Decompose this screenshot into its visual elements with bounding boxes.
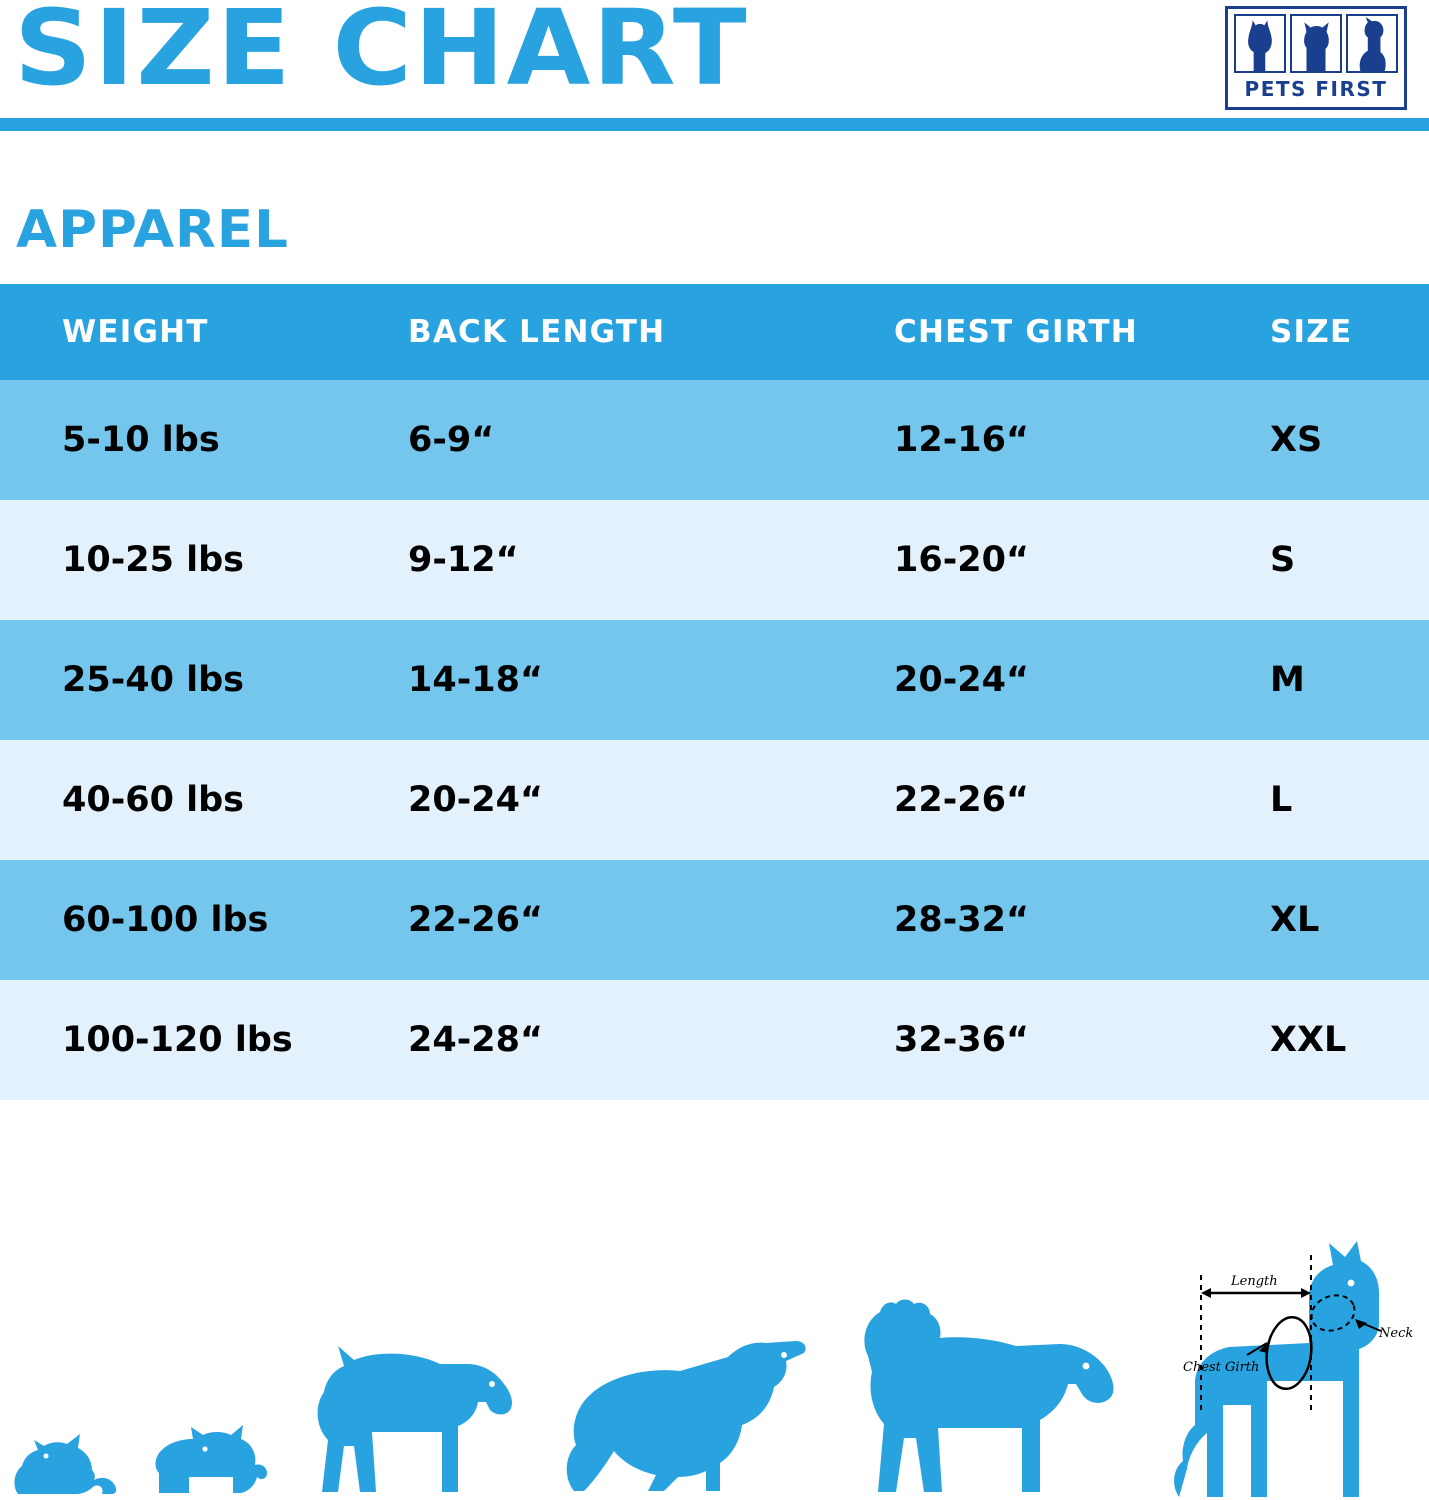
cell-back-length: 6-9“: [408, 420, 495, 460]
logo-dog-icon-2: [1290, 14, 1342, 73]
cell-back-length: 9-12“: [408, 540, 519, 580]
section-label-apparel: APPAREL: [16, 200, 289, 260]
dog-silhouette-xl-icon: [830, 1296, 1120, 1496]
table-header-row: [0, 284, 1429, 380]
table-row: [0, 500, 1429, 620]
cell-size: XXL: [1270, 1020, 1347, 1060]
cell-chest-girth: 16-20“: [894, 540, 1029, 580]
measurement-diagram: [1161, 1235, 1421, 1500]
logo-text: PETS FIRST: [1244, 77, 1388, 101]
cell-size: M: [1270, 660, 1305, 700]
cell-back-length: 20-24“: [408, 780, 543, 820]
cell-weight: 40-60 lbs: [62, 780, 245, 820]
cell-back-length: 22-26“: [408, 900, 543, 940]
table-row: [0, 380, 1429, 500]
dog-silhouette-m-icon: [300, 1336, 520, 1496]
dog-silhouette-l-icon: [560, 1321, 810, 1496]
size-chart-table: [0, 284, 1429, 1100]
column-header-size: SIZE: [1270, 314, 1353, 350]
page-header: [0, 0, 1429, 130]
header-divider: [0, 118, 1429, 131]
dog-silhouette-row: [0, 1200, 1429, 1500]
svg-text:Length: Length: [1231, 1274, 1278, 1289]
pets-first-logo: [1225, 6, 1407, 110]
cell-back-length: 14-18“: [408, 660, 543, 700]
cell-chest-girth: 12-16“: [894, 420, 1029, 460]
cell-size: XS: [1270, 420, 1323, 460]
cell-chest-girth: 28-32“: [894, 900, 1029, 940]
dog-silhouette-xs-icon: [10, 1406, 130, 1496]
svg-text:Chest Girth: Chest Girth: [1183, 1360, 1260, 1375]
page-title: SIZE CHART: [14, 0, 749, 109]
table-row: [0, 740, 1429, 860]
cell-size: XL: [1270, 900, 1320, 940]
column-header-weight: WEIGHT: [62, 314, 209, 350]
cell-weight: 10-25 lbs: [62, 540, 245, 580]
svg-text:Neck: Neck: [1379, 1326, 1414, 1341]
table-row: [0, 860, 1429, 980]
cell-weight: 100-120 lbs: [62, 1020, 293, 1060]
cell-weight: 25-40 lbs: [62, 660, 245, 700]
cell-back-length: 24-28“: [408, 1020, 543, 1060]
logo-image-row: [1228, 9, 1404, 73]
dog-silhouette-s-icon: [145, 1401, 275, 1496]
cell-size: S: [1270, 540, 1296, 580]
logo-dog-icon-3: [1346, 14, 1398, 73]
cell-weight: 60-100 lbs: [62, 900, 269, 940]
table-row: [0, 980, 1429, 1100]
column-header-chest-girth: CHEST GIRTH: [894, 314, 1138, 350]
logo-dog-icon-1: [1234, 14, 1286, 73]
cell-weight: 5-10 lbs: [62, 420, 220, 460]
cell-size: L: [1270, 780, 1293, 820]
cell-chest-girth: 20-24“: [894, 660, 1029, 700]
cell-chest-girth: 32-36“: [894, 1020, 1029, 1060]
column-header-back-length: BACK LENGTH: [408, 314, 666, 350]
table-row: [0, 620, 1429, 740]
cell-chest-girth: 22-26“: [894, 780, 1029, 820]
